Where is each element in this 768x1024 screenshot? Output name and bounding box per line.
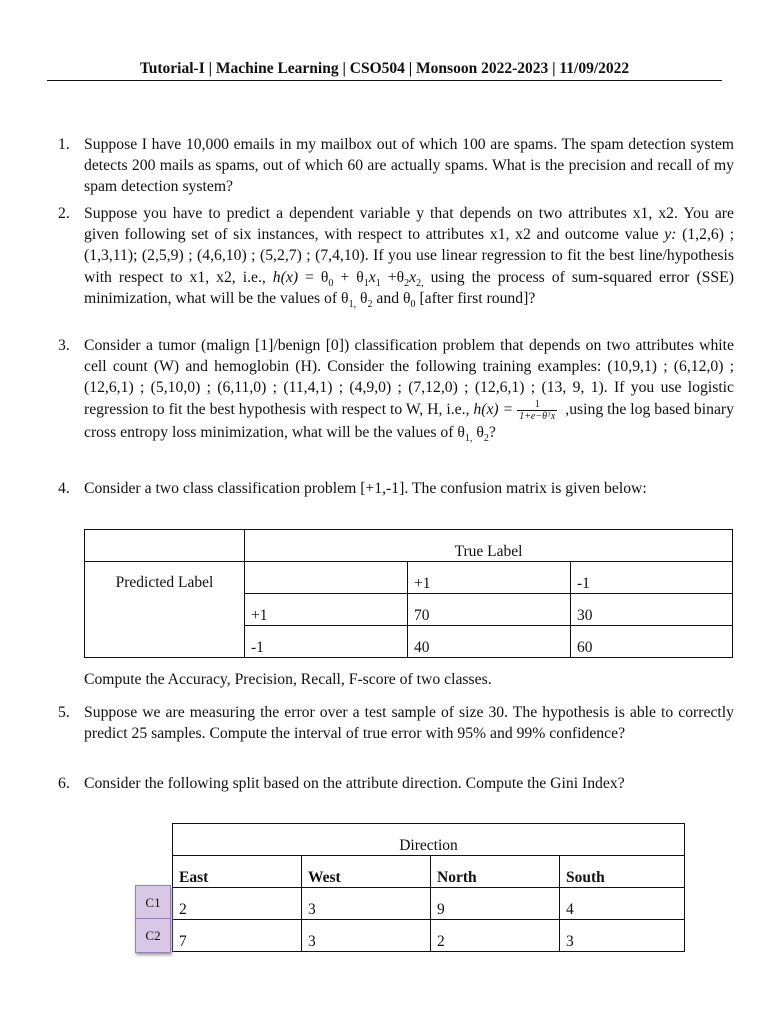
question-3 (58, 335, 734, 443)
question-number: 2. (58, 205, 70, 222)
page-header: Tutorial-I | Machine Learning | CSO504 | Monsoon 2022-2023 | 11/09/2022 (47, 60, 722, 81)
column-header: West (302, 856, 431, 888)
confusion-matrix-table (84, 529, 733, 658)
table-cell: 4 (560, 888, 685, 920)
table-row (173, 920, 685, 952)
question-number: 4. (58, 480, 70, 497)
gini-split-table (172, 823, 685, 952)
question-6 (58, 773, 734, 794)
true-label-header: True Label (245, 530, 733, 562)
table-cell: 3 (560, 920, 685, 952)
column-header: +1 (408, 562, 571, 594)
question-number: 5. (58, 704, 70, 721)
table-cell: 3 (302, 888, 431, 920)
row-label: -1 (245, 626, 408, 658)
question-text: Consider the following split based on the attribute direction. Compute the Gini Index? (84, 775, 625, 792)
question-text: Consider a two class classification problem [+1,-1]. The confusion matrix is given below: (84, 480, 647, 497)
table-cell: 2 (173, 888, 302, 920)
question-text: Suppose I have 10,000 emails in my mailbox out of which 100 are spams. The spam detection system detects 200 mails as spams, out of which 60 are actually spams. What is the precision and recall of my spam detection system? (84, 136, 734, 196)
question-text: Suppose you have to predict a dependent variable y that depends on two attributes x1, x2. You are given following set of six instances, with respect to attributes x1, x2 and outcome value y: (1,2,6) ; (1,3,11); (2,5,9) ; (4,6,10) ; (5,2,7) ; (7,4,10). If you use linear regression to fit the best line/hypothesis with respect to x1, x2, i.e., $h(x) = \theta_0 + \theta_1x_1 +\theta_2x_{2,}$ using the process of sum-squared error (SSE) minimization, what will be the values of $\theta_{1,}$ $\theta_2$ and $\theta_0$ [after first round]? (84, 205, 734, 310)
question-text: Consider a tumor (malign [1]/benign [0]) classification problem that depends on two attributes white cell count (W) and hemoglobin (H). Consider the following training examples: (10,9,1) ; (6,12,0) ; (12,6,1) ; (5,10,0) ; (6,11,0) ; (11,4,1) ; (4,9,0) ; (7,12,0) ; (12,6,1) ; (13, 9, 1). If you use logistic regression to fit the best hypothesis with respect to W, H, i.e., h(x) = $\frac{1}{\text{1+e−θᵀx}}$ ,using the log based binary cross entropy loss minimization, what will be the values of $\theta_{1,}$ $\theta_2$? (84, 337, 735, 444)
table-cell: 2 (431, 920, 560, 952)
sigmoid-fraction: $\frac{1}{\text{1+e−θᵀx}}$ (519, 398, 556, 422)
table-cell (85, 530, 245, 562)
table-cell: 9 (431, 888, 560, 920)
question-number: 1. (58, 136, 70, 153)
question-5 (58, 702, 734, 744)
table-cell: 3 (302, 920, 431, 952)
question-1 (58, 134, 734, 198)
class-label-c2: C2 (135, 918, 171, 953)
table-cell: 30 (571, 594, 733, 626)
table-cell: 60 (571, 626, 733, 658)
table-cell: 40 (408, 626, 571, 658)
table-row (173, 888, 685, 920)
column-header: North (431, 856, 560, 888)
table-cell: 70 (408, 594, 571, 626)
question-number: 6. (58, 775, 70, 792)
table-cell: 7 (173, 920, 302, 952)
class-label-c1: C1 (135, 885, 171, 920)
question-2 (58, 203, 734, 309)
question-text: Suppose we are measuring the error over a test sample of size 30. The hypothesis is able to correctly predict 25 samples. Compute the interval of true error with 95% and 99% confidence? (84, 704, 734, 743)
column-header: -1 (571, 562, 733, 594)
direction-header: Direction (173, 824, 685, 856)
predicted-label-header: Predicted Label (85, 562, 245, 658)
table-cell (245, 562, 408, 594)
column-header: East (173, 856, 302, 888)
question-number: 3. (58, 337, 70, 354)
row-label: +1 (245, 594, 408, 626)
question-4-followup: Compute the Accuracy, Precision, Recall, F-score of two classes. (84, 671, 492, 688)
question-4 (58, 478, 734, 499)
column-header: South (560, 856, 685, 888)
